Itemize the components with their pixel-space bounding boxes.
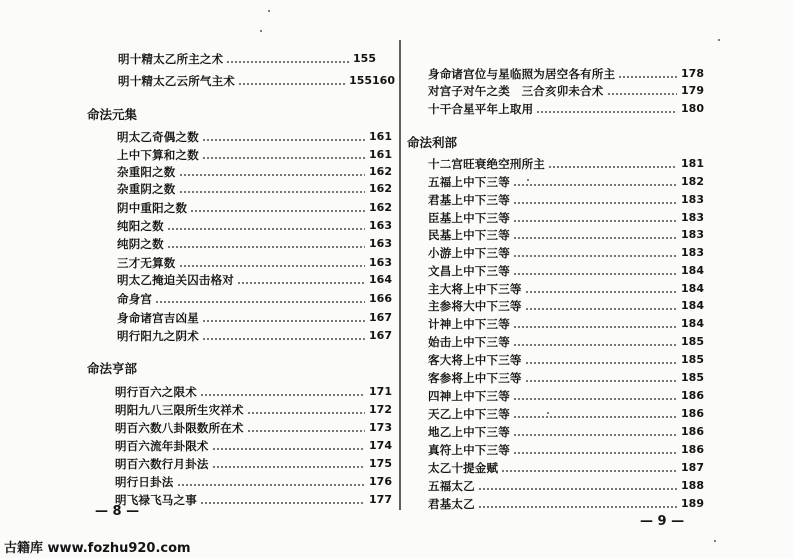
- toc-title: 三才无算数: [117, 256, 176, 270]
- book-spine: [399, 40, 401, 510]
- toc-page-number: 167: [369, 311, 392, 324]
- leader-dots: [513, 398, 677, 400]
- leader-dots: [525, 362, 677, 364]
- scan-speck: [260, 30, 262, 32]
- toc-title: 计神上中下三等: [428, 317, 510, 331]
- leader-dots: [548, 166, 677, 168]
- leader-dots: [155, 301, 365, 303]
- toc-title: 始击上中下三等: [428, 335, 510, 349]
- toc-title: 君基上中下三等: [428, 193, 510, 207]
- toc-title: 身命诸宫吉凶星: [117, 311, 199, 325]
- toc-title: 明行百六之限术: [115, 385, 197, 399]
- toc-page-number: 176: [369, 475, 392, 488]
- scan-speck: [547, 412, 549, 414]
- toc-title: 明百六数八卦限数所在术: [115, 421, 244, 435]
- toc-page-number: 189: [681, 497, 704, 510]
- section-heading: 命法元集: [87, 107, 138, 122]
- toc-entry[interactable]: [117, 271, 392, 287]
- leader-dots: [237, 282, 365, 284]
- toc-entry[interactable]: [117, 180, 392, 196]
- toc-entry[interactable]: [117, 199, 392, 215]
- section-heading: 命法利部: [407, 135, 458, 150]
- toc-title: 太乙十提金赋: [428, 461, 499, 475]
- toc-entry[interactable]: [115, 491, 392, 507]
- toc-title: 地乙上中下三等: [428, 425, 510, 439]
- leader-dots: [478, 506, 677, 508]
- toc-page-number: 181: [681, 157, 704, 170]
- toc-title: 四神上中下三等: [428, 389, 510, 403]
- toc-title: 明太乙奇偶之数: [117, 130, 199, 144]
- toc-entry[interactable]: [117, 254, 392, 270]
- toc-title: 明百六流年卦限术: [115, 439, 209, 453]
- toc-page-number: 183: [681, 193, 704, 206]
- leader-dots: [202, 157, 365, 159]
- leader-dots: [238, 83, 345, 85]
- toc-entry[interactable]: [428, 351, 704, 367]
- leader-dots: [247, 430, 365, 432]
- toc-title: 主大将上中下三等: [428, 282, 522, 296]
- leader-dots: [525, 308, 677, 310]
- leader-dots: [167, 228, 365, 230]
- toc-entry[interactable]: [117, 235, 392, 251]
- leader-dots: [513, 434, 677, 436]
- toc-entry[interactable]: [115, 419, 392, 435]
- toc-entry[interactable]: [115, 401, 392, 417]
- toc-entry[interactable]: [117, 309, 392, 325]
- toc-entry[interactable]: [115, 437, 392, 453]
- toc-title: 命身宫: [117, 292, 153, 306]
- toc-page-number: 186: [681, 407, 704, 420]
- page-number-footer: — 8 —: [95, 504, 140, 519]
- toc-page-number: 183: [681, 228, 704, 241]
- toc-page-number: 180: [681, 102, 704, 115]
- toc-entry[interactable]: [428, 315, 704, 331]
- toc-title: 客参将上中下三等: [428, 371, 522, 385]
- toc-entry[interactable]: [428, 495, 704, 511]
- toc-entry[interactable]: [428, 100, 704, 116]
- leader-dots: [618, 76, 677, 78]
- toc-title: 纯阳之数: [117, 219, 164, 233]
- toc-page-number: 162: [369, 201, 392, 214]
- toc-page-number: 162: [369, 165, 392, 178]
- toc-page-number: 162: [369, 182, 392, 195]
- toc-page-number: 186: [681, 389, 704, 402]
- toc-entry[interactable]: [428, 191, 704, 207]
- toc-title: 明太乙掩迫关囚击格对: [117, 273, 234, 287]
- toc-title: 阴中重阳之数: [117, 201, 188, 215]
- toc-entry[interactable]: [117, 290, 392, 306]
- toc-entry[interactable]: [117, 217, 392, 233]
- toc-entry[interactable]: [428, 155, 704, 171]
- watermark: [4, 537, 191, 556]
- toc-page-number: 184: [681, 282, 704, 295]
- leader-dots: [179, 265, 366, 267]
- toc-entry[interactable]: [117, 146, 392, 162]
- toc-title: 身命诸宫位与星临照为居空各有所主: [428, 67, 616, 81]
- toc-title: 小游上中下三等: [428, 246, 510, 260]
- toc-page-number: 155: [353, 52, 376, 65]
- toc-title: 臣基上中下三等: [428, 211, 510, 225]
- watermark-site-name: 古籍库: [4, 541, 44, 556]
- toc-title: 明十精太乙云所气主术: [118, 74, 235, 88]
- toc-page-number: 178: [681, 67, 704, 80]
- leader-dots: [513, 326, 677, 328]
- toc-entry[interactable]: [428, 173, 704, 189]
- leader-dots: [177, 484, 366, 486]
- leader-dots: [200, 502, 365, 504]
- leader-dots: [513, 416, 677, 418]
- toc-page-number: 174: [369, 439, 392, 452]
- toc-entry[interactable]: [428, 459, 704, 475]
- toc-entry[interactable]: [428, 280, 704, 296]
- toc-entry[interactable]: [428, 65, 704, 81]
- leader-dots: [212, 466, 365, 468]
- toc-page-number: 184: [681, 264, 704, 277]
- leader-dots: [202, 338, 365, 340]
- toc-title: 明行阳九之阴术: [117, 329, 199, 343]
- page-number-footer: — 9 —: [640, 514, 685, 529]
- toc-entry[interactable]: [117, 163, 392, 179]
- leader-dots: [478, 488, 677, 490]
- leader-dots: [525, 291, 677, 293]
- scan-speck: [714, 540, 716, 542]
- toc-page-number: 171: [369, 385, 392, 398]
- toc-entry[interactable]: [118, 50, 376, 66]
- leader-dots: [525, 380, 677, 382]
- toc-title: 民基上中下三等: [428, 228, 510, 242]
- toc-entry[interactable]: [428, 405, 704, 421]
- toc-page-number: 167: [369, 329, 392, 342]
- toc-page-number: 163: [369, 237, 392, 250]
- toc-title: 明飞禄飞马之事: [115, 493, 197, 507]
- leader-dots: [513, 452, 677, 454]
- toc-entry[interactable]: [115, 473, 392, 489]
- leader-dots: [179, 191, 366, 193]
- leader-dots: [513, 237, 677, 239]
- toc-title: 十二宫旺衰绝空刑所主: [428, 157, 545, 171]
- toc-entry[interactable]: [428, 297, 704, 313]
- leader-dots: [179, 174, 366, 176]
- watermark-url: www.fozhu920.com: [47, 541, 191, 556]
- toc-entry[interactable]: [115, 383, 392, 399]
- toc-page-number: 185: [681, 371, 704, 384]
- toc-page-number: 186: [681, 443, 704, 456]
- leader-dots: [190, 210, 365, 212]
- toc-title: 明阳九八三限所生灾祥术: [115, 403, 244, 417]
- leader-dots: [226, 61, 349, 63]
- scan-speck: [527, 179, 529, 181]
- toc-title: 真符上中下三等: [428, 443, 510, 457]
- toc-title: 主参将大中下三等: [428, 299, 522, 313]
- toc-entry[interactable]: [117, 128, 392, 144]
- leader-dots: [513, 220, 677, 222]
- toc-page-number: 185: [681, 335, 704, 348]
- toc-page-number: 183: [681, 211, 704, 224]
- toc-entry[interactable]: [428, 441, 704, 457]
- leader-dots: [202, 139, 365, 141]
- toc-page-number: 161: [369, 130, 392, 143]
- leader-dots: [212, 448, 365, 450]
- leader-dots: [167, 246, 365, 248]
- toc-page-number: 163: [369, 219, 392, 232]
- leader-dots: [607, 93, 678, 95]
- toc-title: 客大将上中下三等: [428, 353, 522, 367]
- toc-entry[interactable]: [117, 327, 392, 343]
- toc-entry[interactable]: [428, 209, 704, 225]
- toc-page-number: 177: [369, 493, 392, 506]
- leader-dots: [513, 184, 677, 186]
- leader-dots: [513, 273, 677, 275]
- toc-page-number: 161: [369, 148, 392, 161]
- toc-title: 纯阴之数: [117, 237, 164, 251]
- toc-entry[interactable]: [428, 423, 704, 439]
- toc-entry[interactable]: [428, 226, 704, 242]
- toc-title: 十干合星平年上取用: [428, 102, 534, 116]
- toc-title: 五福上中下三等: [428, 175, 510, 189]
- toc-title: 明百六数行月卦法: [115, 457, 209, 471]
- toc-title: 明行日卦法: [115, 475, 174, 489]
- scan-speck: [268, 10, 270, 12]
- toc-entry[interactable]: [428, 82, 704, 98]
- toc-title: 明十精太乙所主之术: [118, 52, 224, 66]
- toc-title: 杂重阴之数: [117, 182, 176, 196]
- leader-dots: [536, 111, 677, 113]
- toc-page-number: 166: [369, 292, 392, 305]
- toc-page-number: 187: [681, 461, 704, 474]
- toc-page-number: 164: [369, 273, 392, 286]
- toc-page-number: 184: [681, 299, 704, 312]
- toc-title: 杂重阳之数: [117, 165, 176, 179]
- toc-title: 文昌上中下三等: [428, 264, 510, 278]
- toc-page-number: 183: [681, 246, 704, 259]
- toc-entry[interactable]: [428, 369, 704, 385]
- leader-dots: [501, 470, 677, 472]
- section-heading: 命法亨部: [87, 361, 138, 376]
- toc-entry[interactable]: [428, 244, 704, 260]
- toc-page-number: 173: [369, 421, 392, 434]
- toc-entry[interactable]: [428, 477, 704, 493]
- toc-title: 五福太乙: [428, 479, 475, 493]
- leader-dots: [513, 202, 677, 204]
- toc-page-number: 179: [681, 84, 704, 97]
- toc-title: 天乙上中下三等: [428, 407, 510, 421]
- toc-page-number: 185: [681, 353, 704, 366]
- toc-page-number: 175: [369, 457, 392, 470]
- toc-entry[interactable]: [428, 262, 704, 278]
- toc-title: 上中下算和之数: [117, 148, 199, 162]
- toc-page-number: 172: [369, 403, 392, 416]
- toc-page-number: 184: [681, 317, 704, 330]
- toc-title: 对宫子对午之类 三合亥卯未合术: [428, 84, 604, 98]
- leader-dots: [247, 412, 365, 414]
- toc-title: 君基太乙: [428, 497, 475, 511]
- toc-entry[interactable]: [115, 455, 392, 471]
- leader-dots: [513, 344, 677, 346]
- leader-dots: [513, 255, 677, 257]
- toc-page-number: 163: [369, 256, 392, 269]
- leader-dots: [200, 394, 365, 396]
- toc-page-number: 186: [681, 425, 704, 438]
- toc-entry[interactable]: [428, 387, 704, 403]
- leader-dots: [202, 320, 365, 322]
- scan-speck: [718, 39, 720, 41]
- toc-page-number: 155160: [349, 74, 395, 87]
- toc-page-number: 188: [681, 479, 704, 492]
- toc-entry[interactable]: [118, 72, 395, 88]
- toc-page-number: 182: [681, 175, 704, 188]
- toc-entry[interactable]: [428, 333, 704, 349]
